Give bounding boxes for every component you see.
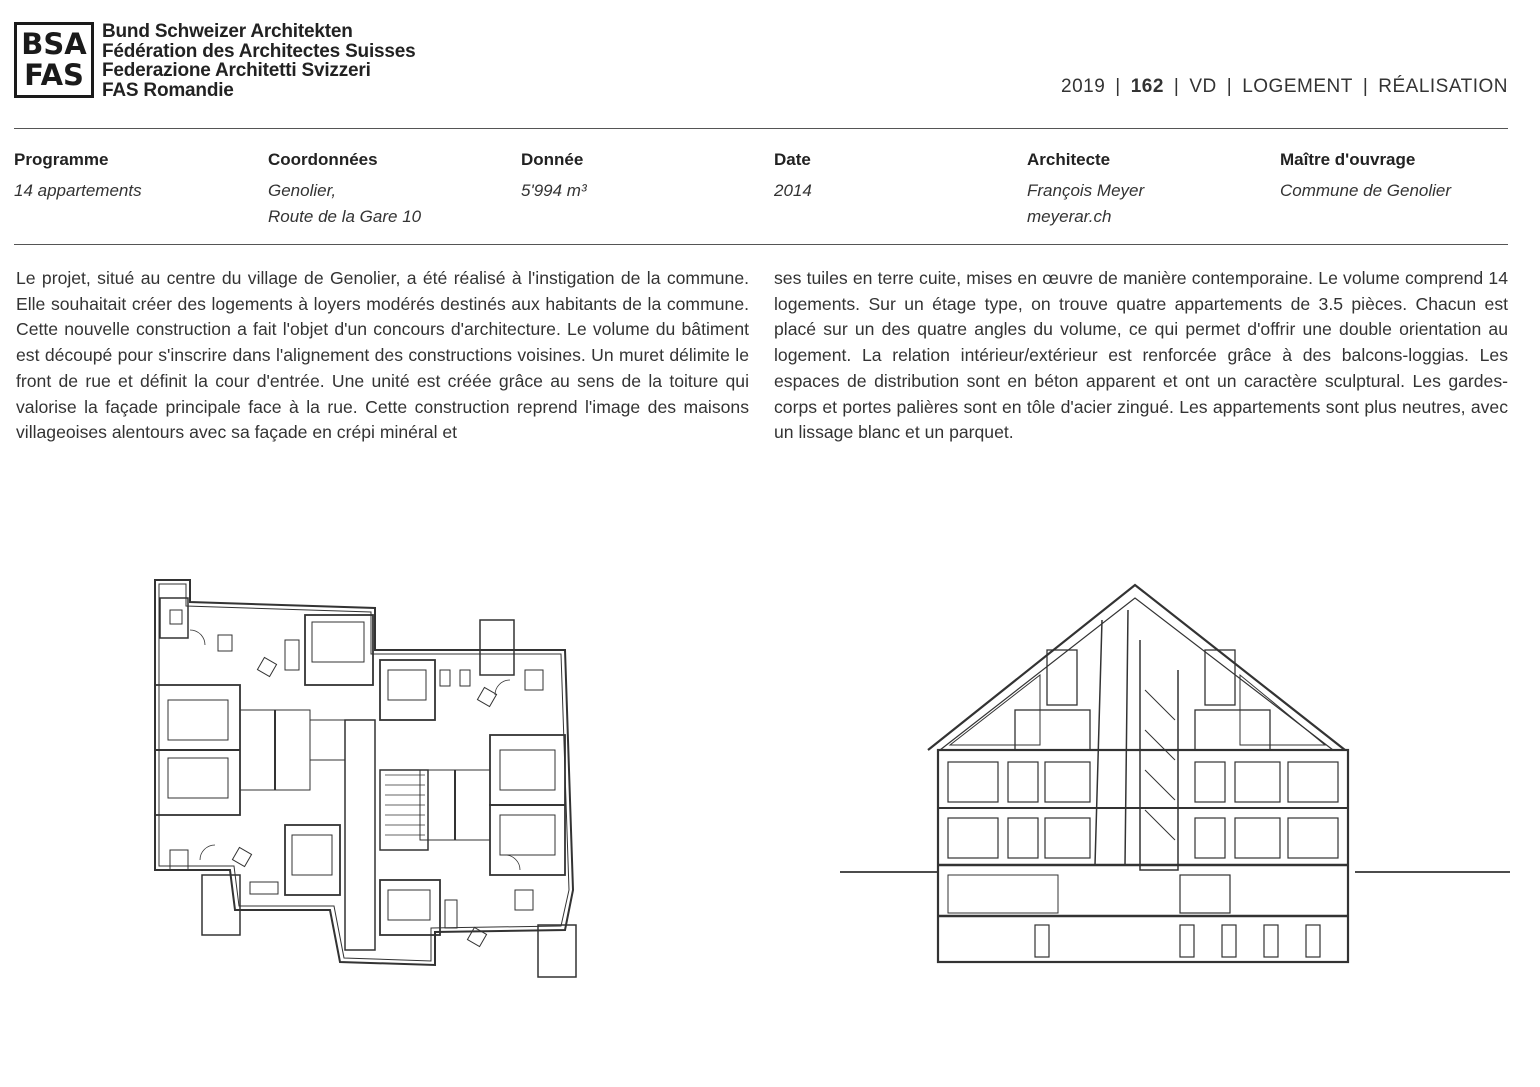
info-coordonnees (268, 150, 421, 230)
info-value: Genolier, (268, 181, 337, 200)
description-right (774, 266, 1508, 446)
meta-canton: VD (1189, 76, 1217, 97)
header-divider (14, 128, 1508, 129)
info-label: Date (774, 150, 811, 169)
info-maitre-ouvrage (1280, 150, 1451, 204)
info-label: Coordonnées (268, 150, 378, 169)
project-meta: 2019 | 162 | VD | LOGEMENT | RÉALISATION (1061, 76, 1508, 97)
project-info (14, 150, 1534, 240)
info-label: Architecte (1027, 150, 1111, 169)
organisation-name (102, 22, 416, 100)
description-left (16, 266, 749, 446)
meta-type: RÉALISATION (1378, 76, 1508, 97)
org-line-region: FAS Romandie (102, 79, 234, 101)
info-value: meyerar.ch (1027, 207, 1112, 226)
info-architecte (1027, 150, 1144, 230)
section-drawing (840, 580, 1510, 972)
floor-plan-drawing (140, 570, 610, 980)
logo-bottom: FAS (24, 58, 84, 92)
info-value: François Meyer (1027, 181, 1145, 200)
meta-year: 2019 (1061, 76, 1106, 97)
info-divider (14, 244, 1508, 245)
info-value: 5'994 m³ (521, 181, 587, 200)
info-date (774, 150, 812, 204)
info-donnee (521, 150, 587, 204)
org-line-it: Federazione Architetti Svizzeri (102, 60, 371, 81)
info-value: Route de la Gare 10 (268, 207, 422, 226)
meta-number: 162 (1130, 76, 1164, 97)
bsa-fas-logo (14, 22, 94, 98)
info-programme (14, 150, 142, 204)
info-value: Commune de Genolier (1280, 181, 1452, 200)
org-line-de: Bund Schweizer Architekten (102, 21, 353, 42)
description-right-text: ses tuiles en terre cuite, mises en œuvre de manière contemporaine. Le volume comprend 14 logements. Sur un étage type, on trouve quatre appartements de 3.5 pièces. Chacun est placé sur un des quatre angles du volume, ce qui permet d'offrir une double orientation au logement. La relation intérieur/extérieur est renforcée grâce à des balcons-loggias. Les espaces de distribution sont en béton apparent et ont un caractère sculptural. Les gardes-corps et portes palières sont en tôle d'acier zingué. Les appartements sont plus neutres, avec un lissage blanc et un parquet. (774, 268, 1508, 443)
logo-top: BSA (21, 27, 87, 61)
info-value: 14 appartements (14, 181, 142, 200)
org-line-fr: Fédération des Architectes Suisses (102, 40, 416, 62)
info-value: 2014 (774, 181, 812, 200)
info-label: Donnée (521, 150, 584, 169)
info-label: Maître d'ouvrage (1280, 150, 1416, 169)
info-label: Programme (14, 150, 109, 169)
description-left-text: Le projet, situé au centre du village de Genolier, a été réalisé à l'instigation de la commune. Elle souhaitait créer des logements à loyers modérés destinés aux habitants de la commune. Cette nouvelle construction a fait l'objet d'un concours d'architecture. Le volume du bâtiment est découpé pour s'inscrire dans l'alignement des constructions voisines. Un muret délimite le front de rue et définit la cour d'entrée. Une unité est créée grâce au sens de la toiture qui valorise la façade principale face à la rue. Cette construction reprend l'image des maisons villageoises alentours avec sa façade en crépi minéral et (16, 268, 749, 443)
meta-category: LOGEMENT (1242, 76, 1353, 97)
